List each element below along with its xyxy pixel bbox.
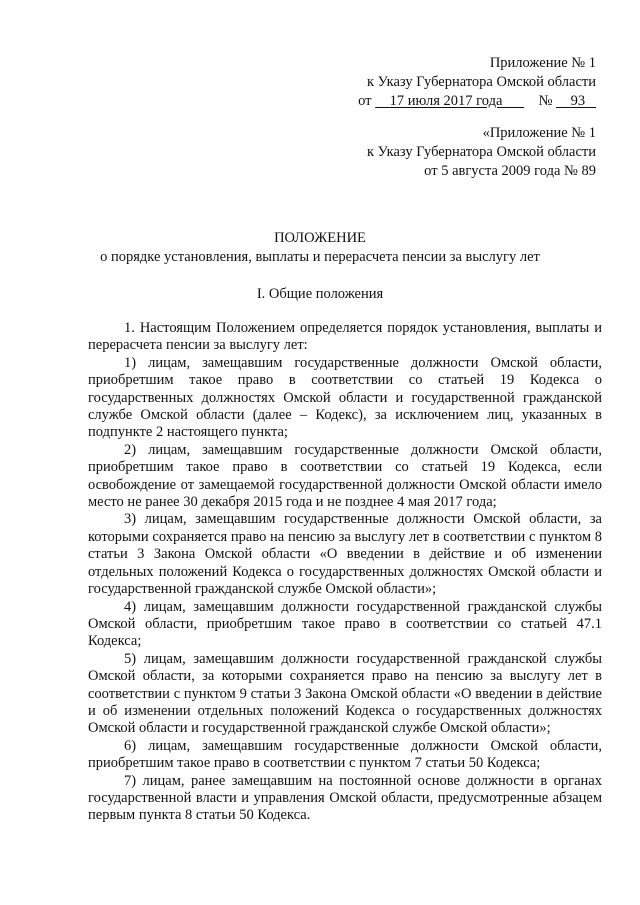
appendix-header — [358, 54, 596, 111]
paragraph-item-1: 1) лицам, замещавшим государственные должности Омской области, приобретшим такое право в соответствии со статьей 19 Кодекса о государственных должностях Омской области и государственной гражданской службе Омской области (далее – Кодекс), за исключением лиц, указанных в подпункте 2 настоящего пункта; — [88, 354, 602, 441]
date-prefix: от — [358, 93, 372, 109]
paragraph-item-7: 7) лицам, ранее замещавшим на постоянной основе должности в органах государственной власти и управления Омской области, предусмотренные абзацем первым пункта 8 статьи 50 Кодекса. — [88, 772, 602, 824]
original-appendix-number: «Приложение № 1 — [482, 125, 596, 141]
original-appendix-header — [367, 124, 596, 181]
original-decree-ref: к Указу Губернатора Омской области — [366, 144, 596, 160]
appendix-date-line — [358, 92, 596, 111]
paragraph-intro: 1. Настоящим Положением определяется порядок установления, выплаты и перерасчета пенсии за выслугу лет: — [88, 320, 602, 354]
paragraph-item-6: 6) лицам, замещавшим государственные должности Омской области, приобретшим такое право в соответствии с пунктом 7 статьи 50 Кодекса; — [88, 737, 602, 772]
paragraph-item-2: 2) лицам, замещавшим государственные должности Омской области, приобретшим такое право в соответствии со статьей 19 Кодекса, если освобождение от замещаемой государственной должности Омской области имело место не ранее 30 декабря 2015 года и не позднее 4 мая 2017 года; — [88, 441, 602, 511]
decree-date: 17 июля 2017 года — [389, 93, 503, 109]
number-label: № — [538, 93, 553, 109]
paragraph-item-4: 4) лицам, замещавшим должности государственной гражданской службы Омской области, приобретшим такое право в соответствии со статьей 47.1 Кодекса; — [88, 598, 602, 650]
document-title — [0, 229, 640, 267]
appendix-decree-ref: к Указу Губернатора Омской области — [366, 74, 596, 90]
paragraph-item-3: 3) лицам, замещавшим государственные должности Омской области, за которыми сохраняется право на пенсию за выслугу лет в соответствии с пунктом 8 статьи 3 Закона Омской области «О введении в действие и об изменении отдельных положений Кодекса о государственных должностях Омской области и государственной гражданской службе Омской области»; — [88, 511, 602, 598]
title-subtitle: о порядке установления, выплаты и перерасчета пенсии за выслугу лет — [100, 249, 540, 265]
appendix-number: Приложение № 1 — [489, 55, 596, 71]
paragraph-item-5: 5) лицам, замещавшим должности государственной гражданской службы Омской области, за которыми сохраняется право на пенсию за выслугу лет в соответствии с пунктом 9 статьи 3 Закона Омской области «О введении в действие и об изменении отдельных положений Кодекса о государственных должностях Омской области и государственной гражданской службе Омской области»; — [88, 650, 602, 737]
original-decree-date: от 5 августа 2009 года № 89 — [424, 163, 596, 179]
document-body — [88, 320, 602, 825]
decree-number: 93 — [570, 93, 586, 109]
title-main: ПОЛОЖЕНИЕ — [274, 230, 366, 246]
section-heading: I. Общие положения — [256, 286, 384, 302]
